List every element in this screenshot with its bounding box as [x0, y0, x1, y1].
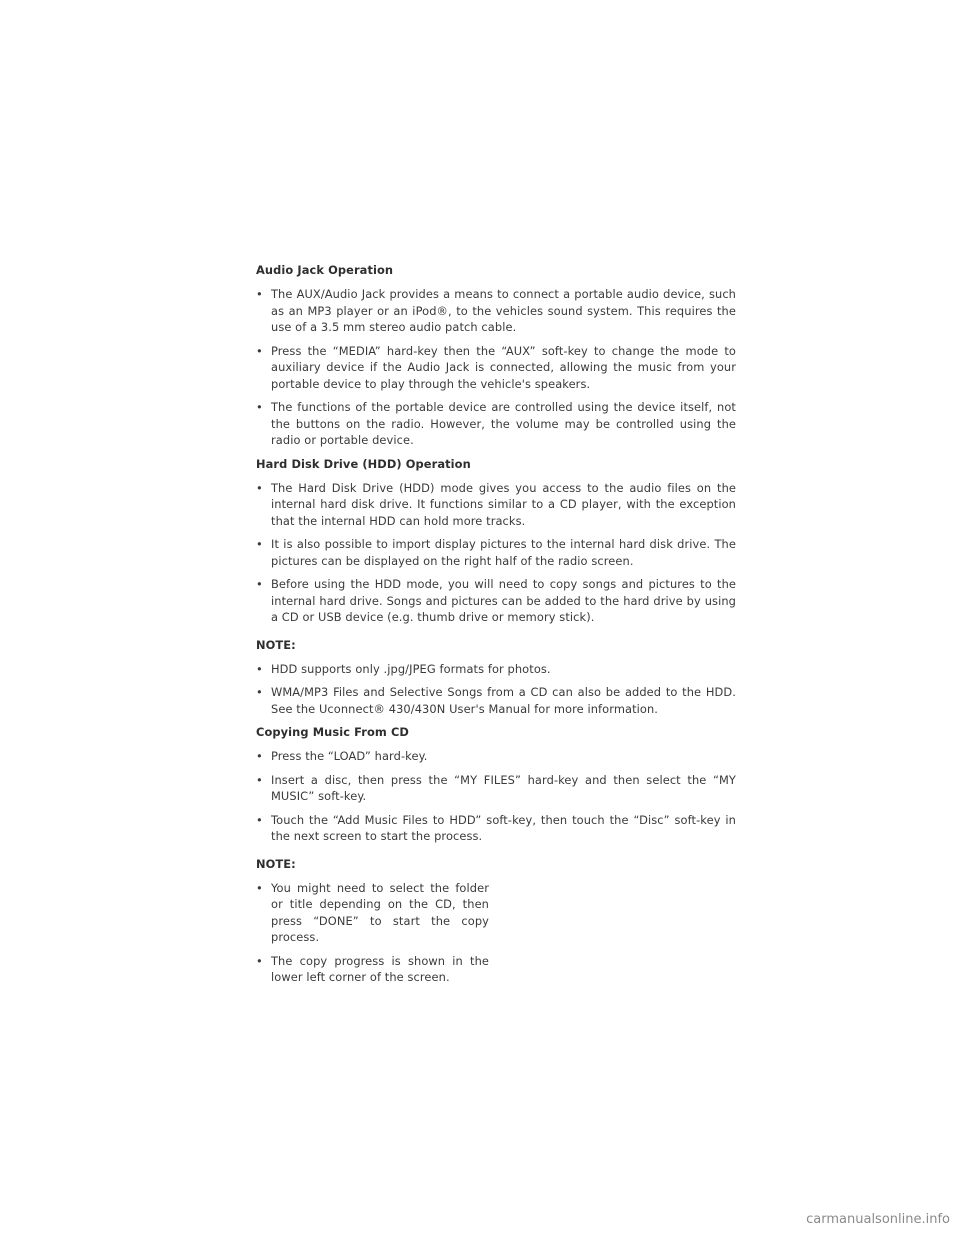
bullet-list: [254, 748, 736, 845]
bullet-list: [254, 880, 736, 986]
note-heading: NOTE:: [256, 856, 296, 871]
bullet-list: [254, 480, 736, 626]
section-heading: Audio Jack Operation: [256, 263, 394, 277]
section-note-copy: [254, 856, 736, 986]
list-item: • The functions of the portable device are controlled using the device itself, not the buttons on the radio. However, the volume may be controlled using the radio or portable device.: [254, 399, 736, 449]
section-hdd-operation: [254, 456, 736, 626]
list-item: • You might need to select the folder or title depending on the CD, then press “DONE” to start the copy process.: [254, 880, 489, 946]
manual-page-content: [254, 262, 736, 993]
section-copying-music: [254, 724, 736, 845]
list-item: • Touch the “Add Music Files to HDD” soft-key, then touch the “Disc” soft-key in the next screen to start the process.: [254, 812, 736, 845]
list-item: • Press the “MEDIA” hard-key then the “AUX” soft-key to change the mode to auxiliary device if the Audio Jack is connected, allowing the music from your portable device to play through the vehicle's speakers.: [254, 343, 736, 393]
section-heading: Hard Disk Drive (HDD) Operation: [256, 456, 471, 471]
note-heading: NOTE:: [256, 637, 296, 652]
section-audio-jack: [254, 262, 736, 449]
list-item: • The AUX/Audio Jack provides a means to connect a portable audio device, such as an MP3 player or an iPod®, to the vehicles sound system. This requires the use of a 3.5 mm stereo audio patch cable.: [254, 286, 736, 336]
bullet-list: [254, 661, 736, 718]
list-item: • Before using the HDD mode, you will need to copy songs and pictures to the internal hard drive. Songs and pictures can be added to the hard drive by using a CD or USB device (e.g. thumb drive or memory stick).: [254, 576, 736, 626]
list-item: • WMA/MP3 Files and Selective Songs from a CD can also be added to the HDD. See the Uconnect® 430/430N User's Manual for more information.: [254, 684, 736, 717]
section-note-hdd: [254, 637, 736, 718]
bullet-list: [254, 286, 736, 449]
list-item: • The Hard Disk Drive (HDD) mode gives you access to the audio files on the internal hard disk drive. It functions similar to a CD player, with the exception that the internal HDD can hold more tracks.: [254, 480, 736, 530]
list-item: • HDD supports only .jpg/JPEG formats for photos.: [254, 661, 736, 678]
list-item: • Insert a disc, then press the “MY FILES” hard-key and then select the “MY MUSIC” soft-key.: [254, 772, 736, 805]
list-item: • Press the “LOAD” hard-key.: [254, 748, 736, 765]
list-item: • It is also possible to import display pictures to the internal hard disk drive. The pictures can be displayed on the right half of the radio screen.: [254, 536, 736, 569]
watermark-text: carmanualsonline.info: [806, 1212, 950, 1227]
list-item: • The copy progress is shown in the lower left corner of the screen.: [254, 953, 489, 986]
section-heading: Copying Music From CD: [256, 725, 409, 739]
